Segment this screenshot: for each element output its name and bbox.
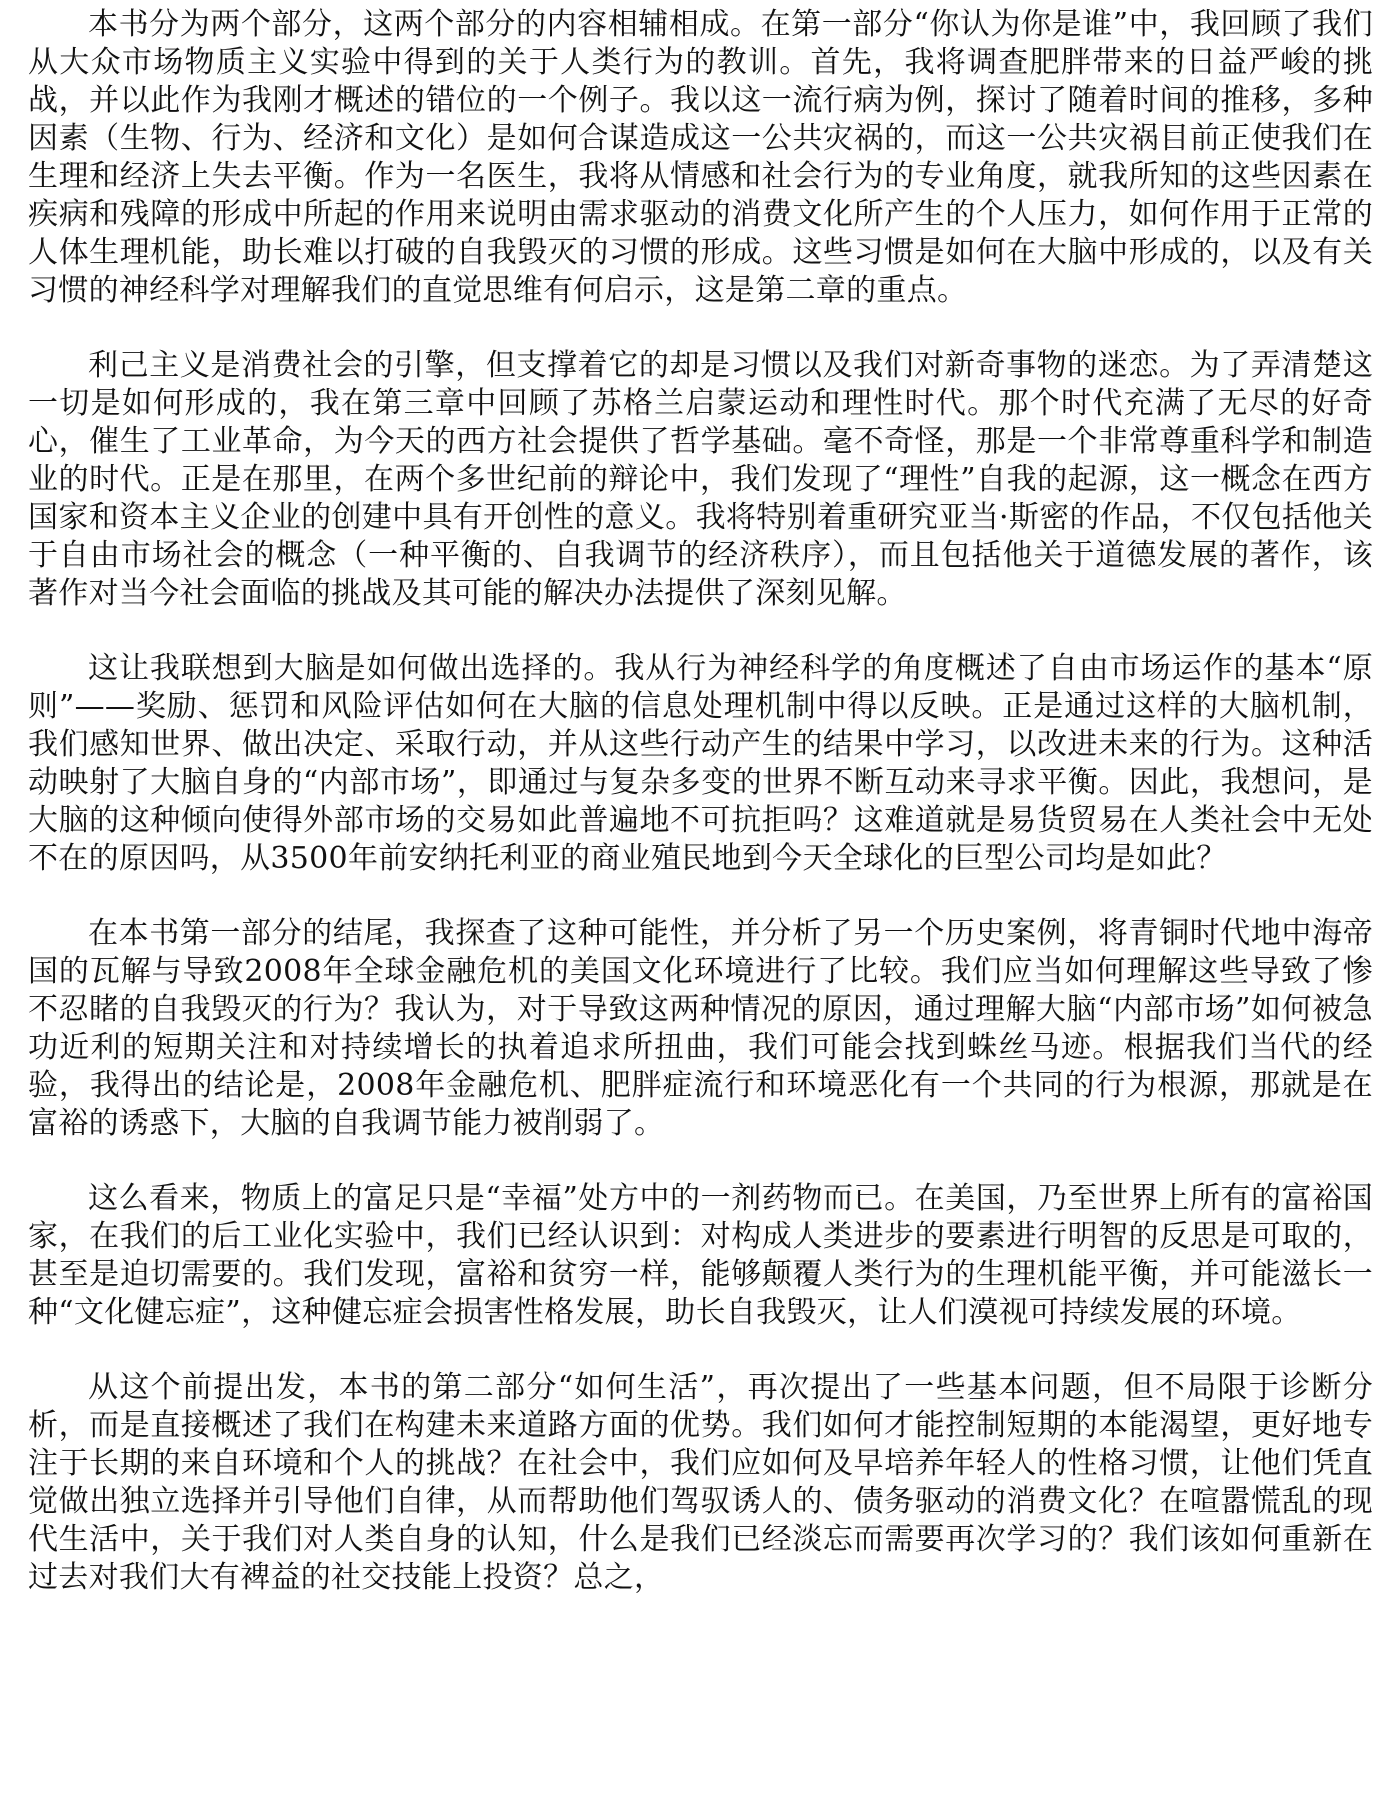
paragraph-1: 本书分为两个部分，这两个部分的内容相辅相成。在第一部分“你认为你是谁”中，我回顾了我们从大众市场物质主义实验中得到的关于人类行为的教训。首先，我将调查肥胖带来的日益严峻的挑战，并以此作为我刚才概述的错位的一个例子。我以这一流行病为例，探讨了随着时间的推移，多种因素（生物、行为、经济和文化）是如何合谋造成这一公共灾祸的，而这一公共灾祸目前正使我们在生理和经济上失去平衡。作为一名医生，我将从情感和社会行为的专业角度，就我所知的这些因素在疾病和残障的形成中所起的作用来说明由需求驱动的消费文化所产生的个人压力，如何作用于正常的人体生理机能，助长难以打破的自我毁灭的习惯的形成。这些习惯是如何在大脑中形成的，以及有关习惯的神经科学对理解我们的直觉思维有何启示，这是第二章的重点。 [28, 7, 1373, 308]
paragraph-5: 这么看来，物质上的富足只是“幸福”处方中的一剂药物而已。在美国，乃至世界上所有的富裕国家，在我们的后工业化实验中，我们已经认识到：对构成人类进步的要素进行明智的反思是可取的，甚至是迫切需要的。我们发现，富裕和贫穷一样，能够颠覆人类行为的生理机能平衡，并可能滋长一种“文化健忘症”，这种健忘症会损害性格发展，助长自我毁灭，让人们漠视可持续发展的环境。 [28, 1181, 1373, 1330]
paragraph-3: 这让我联想到大脑是如何做出选择的。我从行为神经科学的角度概述了自由市场运作的基本“原则”——奖励、惩罚和风险评估如何在大脑的信息处理机制中得以反映。正是通过这样的大脑机制，我们感知世界、做出决定、采取行动，并从这些行动产生的结果中学习，以改进未来的行为。这种活动映射了大脑自身的“内部市场”，即通过与复杂多变的世界不断互动来寻求平衡。因此，我想问，是大脑的这种倾向使得外部市场的交易如此普遍地不可抗拒吗？这难道就是易货贸易在人类社会中无处不在的原因吗，从3500年前安纳托利亚的商业殖民地到今天全球化的巨型公司均是如此？ [28, 651, 1373, 876]
paragraph-4: 在本书第一部分的结尾，我探查了这种可能性，并分析了另一个历史案例，将青铜时代地中海帝国的瓦解与导致2008年全球金融危机的美国文化环境进行了比较。我们应当如何理解这些导致了惨不忍睹的自我毁灭的行为？我认为，对于导致这两种情况的原因，通过理解大脑“内部市场”如何被急功近利的短期关注和对持续增长的执着追求所扭曲，我们可能会找到蛛丝马迹。根据我们当代的经验，我得出的结论是，2008年金融危机、肥胖症流行和环境恶化有一个共同的行为根源，那就是在富裕的诱惑下，大脑的自我调节能力被削弱了。 [28, 916, 1373, 1141]
paragraph-6: 从这个前提出发，本书的第二部分“如何生活”，再次提出了一些基本问题，但不局限于诊断分析，而是直接概述了我们在构建未来道路方面的优势。我们如何才能控制短期的本能渴望，更好地专注于长期的来自环境和个人的挑战？在社会中，我们应如何及早培养年轻人的性格习惯，让他们凭直觉做出独立选择并引导他们自律，从而帮助他们驾驭诱人的、债务驱动的消费文化？在喧嚣慌乱的现代生活中，关于我们对人类自身的认知，什么是我们已经淡忘而需要再次学习的？我们该如何重新在过去对我们大有裨益的社交技能上投资？总之， [28, 1370, 1373, 1595]
paragraph-2: 利己主义是消费社会的引擎，但支撑着它的却是习惯以及我们对新奇事物的迷恋。为了弄清楚这一切是如何形成的，我在第三章中回顾了苏格兰启蒙运动和理性时代。那个时代充满了无尽的好奇心，催生了工业革命，为今天的西方社会提供了哲学基础。毫不奇怪，那是一个非常尊重科学和制造业的时代。正是在那里，在两个多世纪前的辩论中，我们发现了“理性”自我的起源，这一概念在西方国家和资本主义企业的创建中具有开创性的意义。我将特别着重研究亚当·斯密的作品，不仅包括他关于自由市场社会的概念（一种平衡的、自我调节的经济秩序），而且包括他关于道德发展的著作，该著作对当今社会面临的挑战及其可能的解决办法提供了深刻见解。 [28, 348, 1373, 611]
